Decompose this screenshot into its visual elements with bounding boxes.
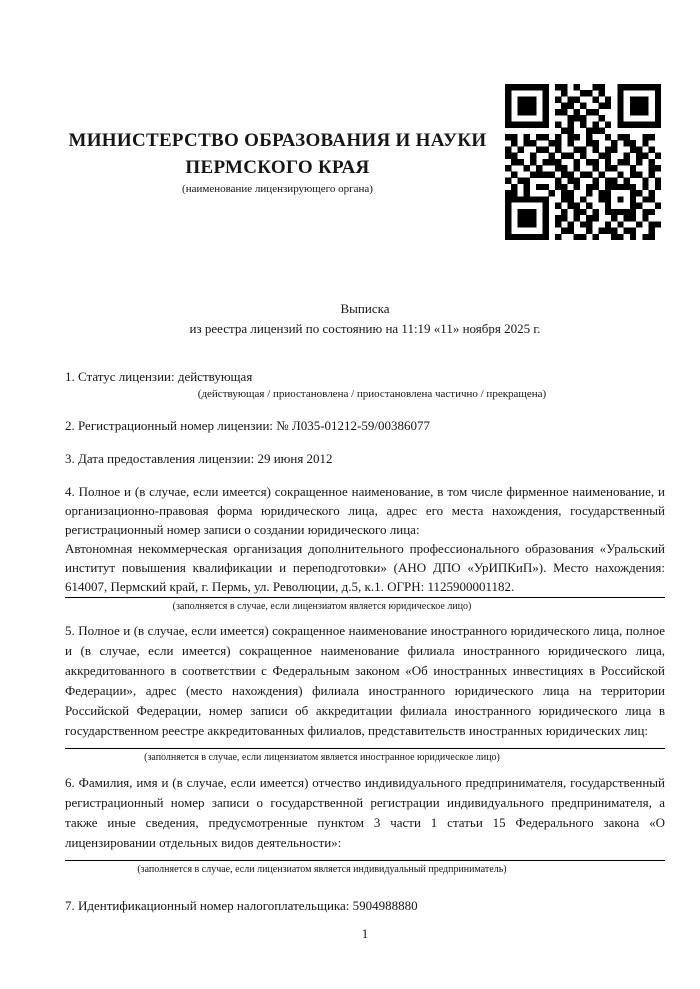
item-license-status-label: 1. Статус лицензии: действующая [65,369,253,384]
item-legal-entity-label: 4. Полное и (в случае, если имеется) сокращенное наименование, в том числе фирменное наименование, и организационно-правовая форма юридического лица, адрес его места нахождения, государственный регистрационный номер записи о создании юридического лица: [65,484,665,537]
item-taxpayer-number [65,896,665,915]
document-title [65,299,665,339]
item-license-date [65,449,665,468]
item-individual-entrepreneur [65,773,665,876]
qr-code-svg [505,84,661,240]
item-legal-entity-caption: (заполняется в случае, если лицензиатом является юридическое лицо) [172,601,472,612]
fill-line [65,597,665,598]
page-number: 1 [361,926,369,941]
item-individual-entrepreneur-caption: (заполняется в случае, если лицензиатом является индивидуальный предприниматель) [137,864,507,875]
document-title-line2: из реестра лицензий по состоянию на 11:19 «11» ноября 2025 г. [189,321,541,336]
authority-name-line2: ПЕРМСКОГО КРАЯ [185,157,370,178]
fill-line [65,748,665,749]
item-registration-number [65,416,665,435]
item-legal-entity-value: Автономная некоммерческая организация дополнительного профессионального образования «Уральский институт повышения квалификации и переподготовки» (АНО ДПО «УрИПКиП»). Место нахождения: 614007, Пермский край, г. Пермь, ул. Революции, д.5, к.1. ОГРН: 1125900001182. [65,541,665,594]
item-foreign-entity-caption: (заполняется в случае, если лицензиатом является иностранное юридическое лицо) [144,752,500,763]
item-license-status [65,367,665,401]
licensing-authority-header [65,127,490,196]
item-taxpayer-number-label: 7. Идентификационный номер налогоплательщика: 5904988880 [65,898,418,913]
document-title-line1: Выписка [340,301,390,316]
item-registration-number-label: 2. Регистрационный номер лицензии: № Л035-01212-59/00386077 [65,418,431,433]
qr-code [505,84,661,240]
authority-name-line1: МИНИСТЕРСТВО ОБРАЗОВАНИЯ И НАУКИ [68,130,487,151]
item-license-status-caption: (действующая / приостановлена / приостановлена частично / прекращена) [197,388,547,400]
item-individual-entrepreneur-label: 6. Фамилия, имя и (в случае, если имеется) отчество индивидуального предпринимателя, государственный регистрационный номер записи о государственной регистрации индивидуального предпринимателя, а также иные сведения, предусмотренные пунктом 3 части 1 статьи 15 Федерального закона «О лицензировании отдельных видов деятельности»: [65,775,665,850]
item-foreign-entity-label: 5. Полное и (в случае, если имеется) сокращенное наименование иностранного юридического лица, полное и (в случае, если имеется) сокращенное наименование филиала иностранного юридического лица, аккредитованного в соответствии с Федеральным законом «Об иностранных инвестициях в Российской Федерации», адрес (место нахождения) филиала иностранного юридического лица на территории Российской Федерации, номер записи об аккредитации филиала иностранного юридического лица в государственном реестре аккредитованных филиалов, представительств иностранных юридических лиц: [65,623,665,738]
authority-caption: (наименование лицензирующего органа) [182,183,373,195]
item-foreign-entity [65,621,665,764]
item-license-date-label: 3. Дата предоставления лицензии: 29 июня 2012 [65,451,333,466]
item-legal-entity [65,482,665,613]
fill-line [65,860,665,861]
